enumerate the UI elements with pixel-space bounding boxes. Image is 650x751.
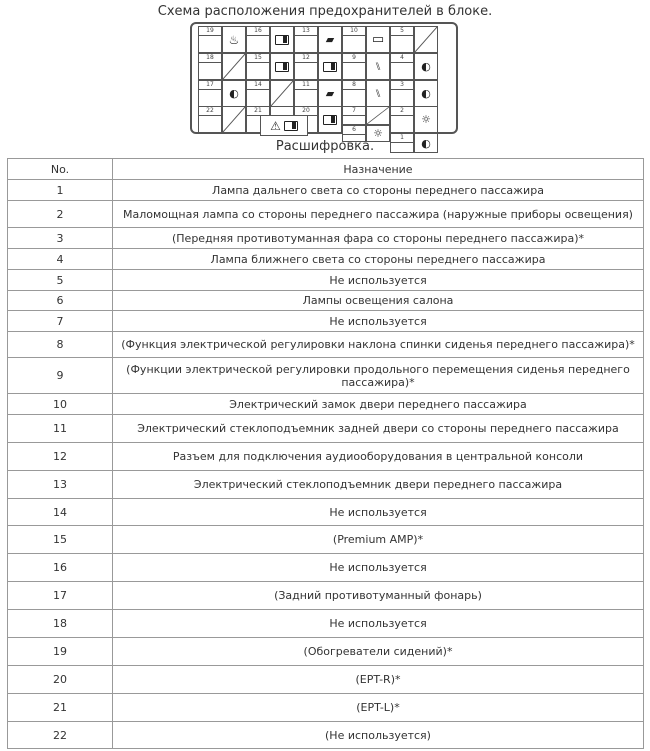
fuse-number: 4	[8, 249, 113, 270]
window-icon: ▰	[325, 87, 335, 100]
unused-slot-slash	[223, 107, 245, 132]
fuse-purpose: (EPT-L)*	[113, 694, 644, 722]
fuse-purpose: (Не используется)	[113, 722, 644, 749]
fuse-slot-icon-cell	[366, 106, 390, 125]
fuse-slot-14	[246, 80, 270, 107]
fuse-slot-number: 13	[295, 27, 317, 36]
fuse-purpose: Не используется	[113, 499, 644, 526]
fuse-slot-12	[294, 53, 318, 80]
fuse-purpose: Электрический стеклоподъемник двери переднего пассажира	[113, 471, 644, 499]
fuse-slot-10	[342, 26, 366, 53]
column-header-purpose: Назначение	[113, 159, 644, 180]
table-row	[8, 201, 644, 228]
fuse-slot-icon-cell	[222, 80, 246, 107]
fuse-slot-19	[198, 26, 222, 53]
fuse-slot-5	[390, 26, 414, 53]
fuse-number: 13	[8, 471, 113, 499]
table-row	[8, 249, 644, 270]
fuse-number: 5	[8, 270, 113, 291]
fuse-slot-17	[198, 80, 222, 107]
fuse-purpose: (Функции электрической регулировки продольного перемещения сиденья переднего пассажира)*	[113, 358, 644, 394]
fuse-slot-icon-cell	[414, 106, 438, 133]
warning-manual-label	[260, 115, 308, 136]
fuse-slot-icon-cell	[366, 53, 390, 80]
fuse-slot-number: 20	[295, 107, 317, 116]
fuse-slot-16	[246, 26, 270, 53]
front-fog-icon: ◐	[421, 87, 431, 100]
table-row	[8, 582, 644, 610]
fuse-slot-icon-cell	[270, 53, 294, 80]
fuse-slot-22	[198, 106, 222, 133]
table-row	[8, 270, 644, 291]
fuse-purpose: (Передняя противотуманная фара со стороны переднего пассажира)*	[113, 228, 644, 249]
manual-info-icon	[319, 54, 341, 79]
fuse-number: 9	[8, 358, 113, 394]
fuse-number: 20	[8, 666, 113, 694]
fuse-purpose: Лампа дальнего света со стороны переднего пассажира	[113, 180, 644, 201]
fuse-number: 3	[8, 228, 113, 249]
fuse-number: 6	[8, 291, 113, 311]
table-row	[8, 722, 644, 749]
fuse-purpose: Разъем для подключения аудиооборудования в центральной консоли	[113, 443, 644, 471]
fuse-slot-icon-cell	[318, 106, 342, 133]
table-row	[8, 666, 644, 694]
fuse-number: 19	[8, 638, 113, 666]
fuse-number: 18	[8, 610, 113, 638]
fuse-slot-number: 18	[199, 54, 221, 63]
fuse-slot-number: 4	[391, 54, 413, 63]
table-row	[8, 394, 644, 415]
table-row	[8, 638, 644, 666]
unused-slot-slash	[415, 27, 437, 52]
window-icon: ▰	[325, 33, 335, 46]
table-row	[8, 415, 644, 443]
fuse-slot-3	[390, 80, 414, 107]
fuse-slot-9	[342, 53, 366, 80]
fuse-slot-icon-cell	[414, 53, 438, 80]
fuse-slot-number: 5	[391, 27, 413, 36]
fuse-slot-number: 21	[247, 107, 269, 116]
table-row	[8, 228, 644, 249]
manual-info-icon	[271, 27, 293, 52]
fuse-slot-18	[198, 53, 222, 80]
fuse-slot-number: 3	[391, 81, 413, 90]
fuse-slot-number: 22	[199, 107, 221, 116]
fuse-purpose: Маломощная лампа со стороны переднего пассажира (наружные приборы освещения)	[113, 201, 644, 228]
table-row	[8, 332, 644, 358]
rear-fog-icon: ◐	[229, 87, 239, 100]
fuse-slot-icon-cell	[318, 80, 342, 107]
fuse-slot-number: 11	[295, 81, 317, 90]
fuse-slot-number: 2	[391, 107, 413, 116]
fuse-slot-8	[342, 80, 366, 107]
fuse-purpose: (EPT-R)*	[113, 666, 644, 694]
fuse-purpose: Не используется	[113, 270, 644, 291]
fuse-slot-number: 19	[199, 27, 221, 36]
table-header-row	[8, 159, 644, 180]
fuse-slot-icon-cell	[318, 53, 342, 80]
fuse-purpose: Не используется	[113, 311, 644, 332]
manual-info-icon	[271, 54, 293, 79]
fuse-slot-icon-cell	[366, 80, 390, 107]
fuse-number: 16	[8, 554, 113, 582]
fuse-purpose: Лампа ближнего света со стороны переднего пассажира	[113, 249, 644, 270]
unused-slot-slash	[367, 107, 389, 124]
fuse-slot-icon-cell	[222, 106, 246, 133]
fuse-slot-number: 16	[247, 27, 269, 36]
table-row	[8, 443, 644, 471]
table-row	[8, 358, 644, 394]
parking-light-icon: ☼	[421, 113, 431, 126]
fuse-slot-icon-cell	[414, 80, 438, 107]
table-row	[8, 694, 644, 722]
table-row	[8, 499, 644, 526]
low-beam-icon: ◐	[421, 60, 431, 73]
fuse-slot-number: 9	[343, 54, 365, 63]
fuse-table	[7, 158, 644, 749]
table-row	[8, 610, 644, 638]
fuse-slot-number: 14	[247, 81, 269, 90]
fuse-purpose: Не используется	[113, 610, 644, 638]
door-lock-icon: ▭	[371, 32, 385, 47]
fuse-number: 7	[8, 311, 113, 332]
fuse-number: 2	[8, 201, 113, 228]
manual-info-icon	[284, 121, 298, 131]
table-row	[8, 311, 644, 332]
fuse-purpose: Не используется	[113, 554, 644, 582]
fuse-slot-number: 15	[247, 54, 269, 63]
table-row	[8, 554, 644, 582]
fuse-slot-7	[342, 106, 366, 125]
fuse-number: 8	[8, 332, 113, 358]
fuse-slot-2	[390, 106, 414, 133]
fuse-number: 14	[8, 499, 113, 526]
seat-slide-icon: ⑊	[374, 60, 382, 73]
fuse-slot-11	[294, 80, 318, 107]
fuse-slot-number: 7	[343, 107, 365, 116]
fuse-number: 15	[8, 526, 113, 554]
fuse-slot-icon-cell	[222, 26, 246, 53]
manual-info-icon	[319, 107, 341, 132]
interior-light-icon: ☼	[373, 127, 383, 140]
fuse-slot-icon-cell	[270, 26, 294, 53]
fuse-purpose: (Функция электрической регулировки наклона спинки сиденья переднего пассажира)*	[113, 332, 644, 358]
fuse-purpose: Электрический замок двери переднего пассажира	[113, 394, 644, 415]
fuse-slot-icon-cell	[414, 26, 438, 53]
fuse-number: 17	[8, 582, 113, 610]
unused-slot-slash	[223, 54, 245, 79]
fuse-purpose: Лампы освещения салона	[113, 291, 644, 311]
table-row	[8, 471, 644, 499]
table-row	[8, 180, 644, 201]
fuse-number: 12	[8, 443, 113, 471]
fuse-purpose: Электрический стеклоподъемник задней двери со стороны переднего пассажира	[113, 415, 644, 443]
fuse-number: 21	[8, 694, 113, 722]
fuse-number: 10	[8, 394, 113, 415]
fuse-slot-4	[390, 53, 414, 80]
fuse-purpose: (Обогреватели сидений)*	[113, 638, 644, 666]
fuse-slot-icon-cell	[222, 53, 246, 80]
fuse-slot-13	[294, 26, 318, 53]
fuse-slot-number: 17	[199, 81, 221, 90]
fuse-number: 1	[8, 180, 113, 201]
fuse-number: 22	[8, 722, 113, 749]
seat-recline-icon: ⑊	[374, 87, 382, 100]
fuse-purpose: (Задний противотуманный фонарь)	[113, 582, 644, 610]
diagram-title: Схема расположения предохранителей в блоке.	[157, 4, 493, 19]
table-row	[8, 526, 644, 554]
warning-triangle-icon: ⚠	[270, 118, 281, 133]
fuse-slot-icon-cell	[366, 26, 390, 53]
fuse-slot-15	[246, 53, 270, 80]
fuse-slot-number: 1	[391, 134, 413, 143]
table-row	[8, 291, 644, 311]
fuse-slot-number: 10	[343, 27, 365, 36]
seat-heater-icon: ♨	[228, 32, 240, 47]
fuse-number: 11	[8, 415, 113, 443]
fuse-slot-icon-cell	[270, 80, 294, 107]
column-header-no: No.	[8, 159, 113, 180]
fuse-purpose: (Premium AMP)*	[113, 526, 644, 554]
fuse-slot-number: 8	[343, 81, 365, 90]
unused-slot-slash	[271, 81, 293, 106]
fuse-slot-icon-cell	[318, 26, 342, 53]
fuse-slot-number: 6	[343, 126, 365, 135]
high-beam-icon: ◐	[421, 136, 431, 150]
table-title: Расшифровка.	[275, 139, 375, 154]
fuse-slot-number: 12	[295, 54, 317, 63]
